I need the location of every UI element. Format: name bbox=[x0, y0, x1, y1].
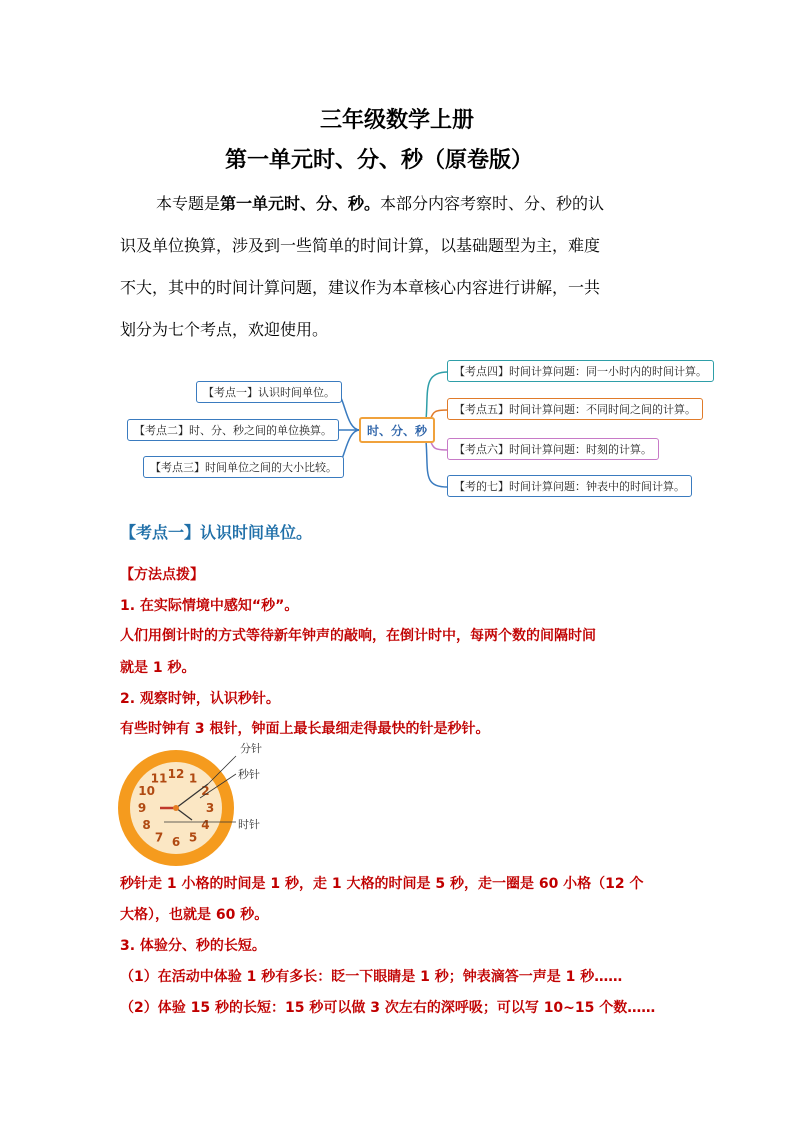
clock-number: 9 bbox=[137, 801, 147, 815]
document-subtitle: 第一单元时、分、秒（原卷版） bbox=[225, 148, 534, 173]
point-1-title: 1. 在实际情境中感知“秒”。 bbox=[120, 598, 299, 614]
clock-number: 1 bbox=[188, 771, 198, 786]
mindmap-node-5: 【考点五】时间计算问题：不同时间之间的计算。 bbox=[447, 398, 703, 420]
point-2-line-2: 秒针走 1 小格的时间是 1 秒，走 1 大格的时间是 5 秒，走一圈是 60 小格（12 个 bbox=[120, 876, 644, 892]
method-label: 【方法点拨】 bbox=[120, 567, 204, 583]
intro-line-3: 不大，其中的时间计算问题，建议作为本章核心内容进行讲解，一共 bbox=[120, 278, 601, 297]
intro-line-4: 划分为七个考点，欢迎使用。 bbox=[120, 320, 329, 339]
intro-paragraph bbox=[120, 183, 680, 351]
clock-number: 12 bbox=[167, 767, 185, 781]
mindmap-node-6: 【考点六】时间计算问题：时刻的计算。 bbox=[447, 438, 659, 460]
document-title: 三年级数学上册 bbox=[319, 108, 474, 133]
point-3-title: 3. 体验分、秒的长短。 bbox=[120, 938, 266, 954]
section-heading: 【考点一】认识时间单位。 bbox=[120, 523, 313, 542]
clock-number: 10 bbox=[138, 784, 155, 798]
point-3-line-1: （1）在活动中体验 1 秒有多长：眨一下眼睛是 1 秒；钟表滴答一声是 1 秒…… bbox=[120, 969, 623, 985]
point-2-line-1: 有些时钟有 3 根针，钟面上最长最细走得最快的针是秒针。 bbox=[120, 721, 490, 737]
clock-number: 5 bbox=[188, 830, 198, 845]
mindmap-node-4: 【考点四】时间计算问题：同一小时内的时间计算。 bbox=[447, 360, 714, 382]
hour-hand-label: 时针 bbox=[238, 818, 260, 831]
clock-figure bbox=[118, 738, 278, 868]
point-2-title: 2. 观察时钟，认识秒针。 bbox=[120, 691, 280, 707]
clock-number: 7 bbox=[154, 830, 164, 845]
clock-face bbox=[118, 738, 278, 868]
point-1-line-1: 人们用倒计时的方式等待新年钟声的敲响，在倒计时中，每两个数的间隔时间 bbox=[120, 628, 596, 644]
clock-number: 8 bbox=[142, 818, 151, 832]
point-2-line-3: 大格），也就是 60 秒。 bbox=[120, 907, 269, 923]
clock-number: 4 bbox=[201, 818, 210, 832]
mindmap-node-1: 【考点一】认识时间单位。 bbox=[196, 381, 342, 403]
clock-number: 11 bbox=[150, 771, 168, 786]
intro-rest: 本部分内容考察时、分、秒的认 bbox=[380, 194, 605, 213]
second-hand-label: 秒针 bbox=[238, 768, 260, 781]
mindmap-node-3: 【考点三】时间单位之间的大小比较。 bbox=[143, 456, 344, 478]
minute-hand-label: 分针 bbox=[240, 742, 262, 755]
clock-number: 3 bbox=[205, 801, 215, 815]
clock-number: 6 bbox=[171, 835, 181, 849]
point-3-line-2: （2）体验 15 秒的长短：15 秒可以做 3 次左右的深呼吸；可以写 10~15 个数…… bbox=[120, 1000, 656, 1016]
intro-prefix: 本专题是 bbox=[156, 194, 221, 213]
mindmap-center: 时、分、秒 bbox=[359, 417, 435, 443]
intro-line-2: 识及单位换算，涉及到一些简单的时间计算，以基础题型为主，难度 bbox=[120, 236, 601, 255]
mindmap-node-2: 【考点二】时、分、秒之间的单位换算。 bbox=[127, 419, 339, 441]
intro-bold: 第一单元时、分、秒。 bbox=[220, 194, 381, 213]
mindmap-node-7: 【考的七】时间计算问题：钟表中的时间计算。 bbox=[447, 475, 692, 497]
intro-line-1 bbox=[120, 183, 680, 225]
clock-number: 2 bbox=[201, 784, 210, 798]
point-1-line-2: 就是 1 秒。 bbox=[120, 660, 196, 676]
